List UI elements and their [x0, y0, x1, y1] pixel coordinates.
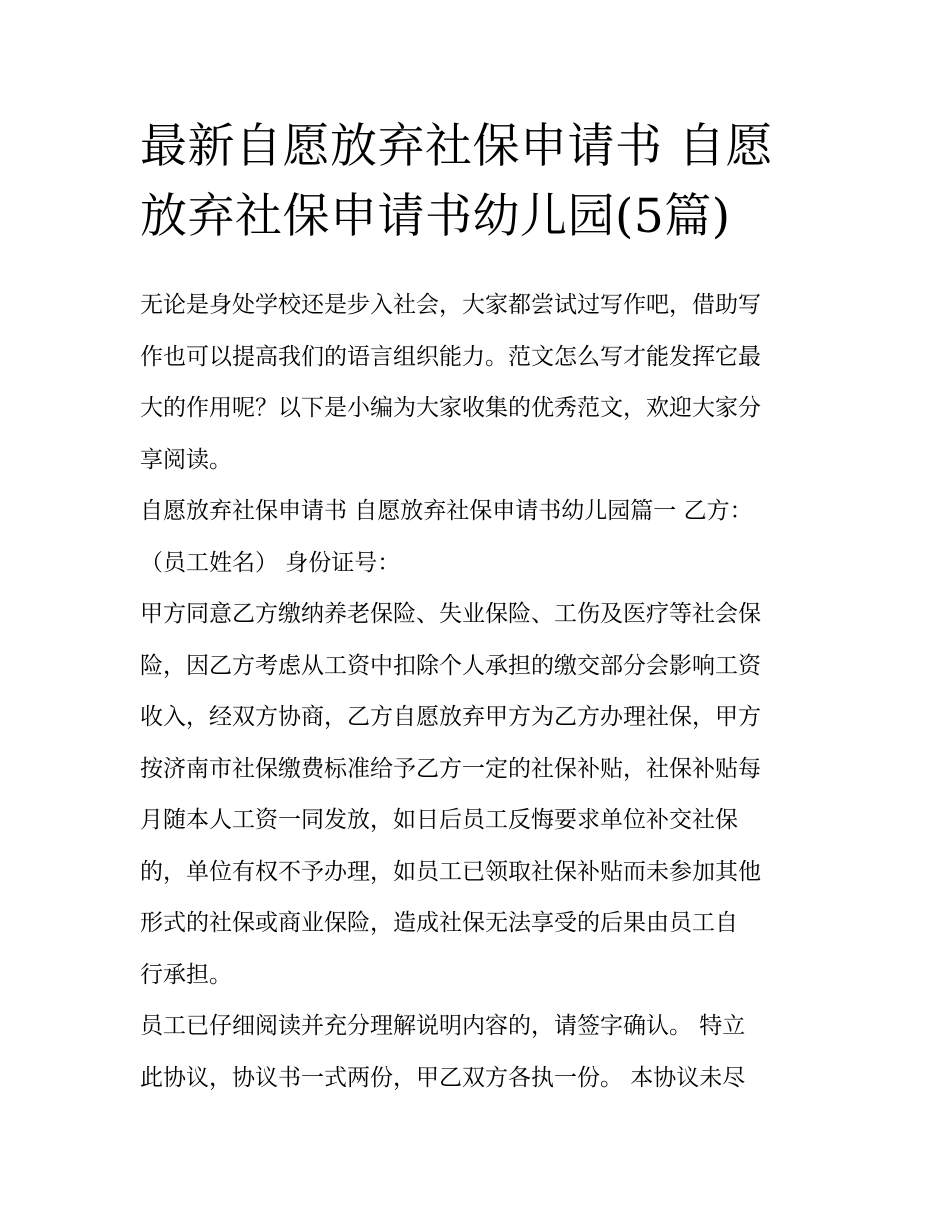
text-line: 月随本人工资一同发放，如日后员工反悔要求单位补交社保: [140, 807, 738, 833]
text-line: 行承担。: [140, 961, 232, 988]
paragraph-confirmation: [140, 1001, 830, 1104]
text-line: （员工姓名） 身份证号：: [140, 549, 401, 576]
text-line: 作也可以提高我们的语言组织能力。范文怎么写才能发挥它最: [140, 343, 761, 370]
text-line: 员工已仔细阅读并充分理解说明内容的，请签字确认。 特立: [140, 1013, 746, 1039]
text-line: 按济南市社保缴费标准给予乙方一定的社保补贴，社保补贴每: [140, 755, 761, 782]
text-line: 大的作用呢？以下是小编为大家收集的优秀范文，欢迎大家分: [140, 395, 761, 421]
text-line: 收入，经双方协商，乙方自愿放弃甲方为乙方办理社保，甲方: [140, 704, 761, 730]
paragraph-section-heading: [140, 486, 830, 589]
text-line: 无论是身处学校还是步入社会，大家都尝试过写作吧，借助写: [140, 292, 761, 318]
text-line: 甲方同意乙方缴纳养老保险、失业保险、工伤及医疗等社会保: [140, 601, 761, 627]
paragraph-intro: [140, 280, 830, 486]
text-line: 享阅读。: [140, 446, 232, 473]
document-title: [140, 112, 830, 252]
paragraph-agreement: [140, 589, 830, 1001]
text-line: 形式的社保或商业保险，造成社保无法享受的后果由员工自: [140, 910, 738, 936]
text-line: 自愿放弃社保申请书 自愿放弃社保申请书幼儿园篇一 乙方：: [140, 498, 753, 524]
text-line: 险，因乙方考虑从工资中扣除个人承担的缴交部分会影响工资: [140, 652, 761, 679]
title-line: 放弃社保申请书幼儿园(5篇): [140, 189, 731, 244]
text-line: 此协议，协议书一式两份，甲乙双方各执一份。 本协议未尽: [140, 1064, 746, 1091]
text-line: 的，单位有权不予办理，如员工已领取社保补贴而未参加其他: [140, 858, 761, 885]
document-body: [140, 280, 830, 1104]
title-line: 最新自愿放弃社保申请书 自愿: [140, 119, 773, 174]
